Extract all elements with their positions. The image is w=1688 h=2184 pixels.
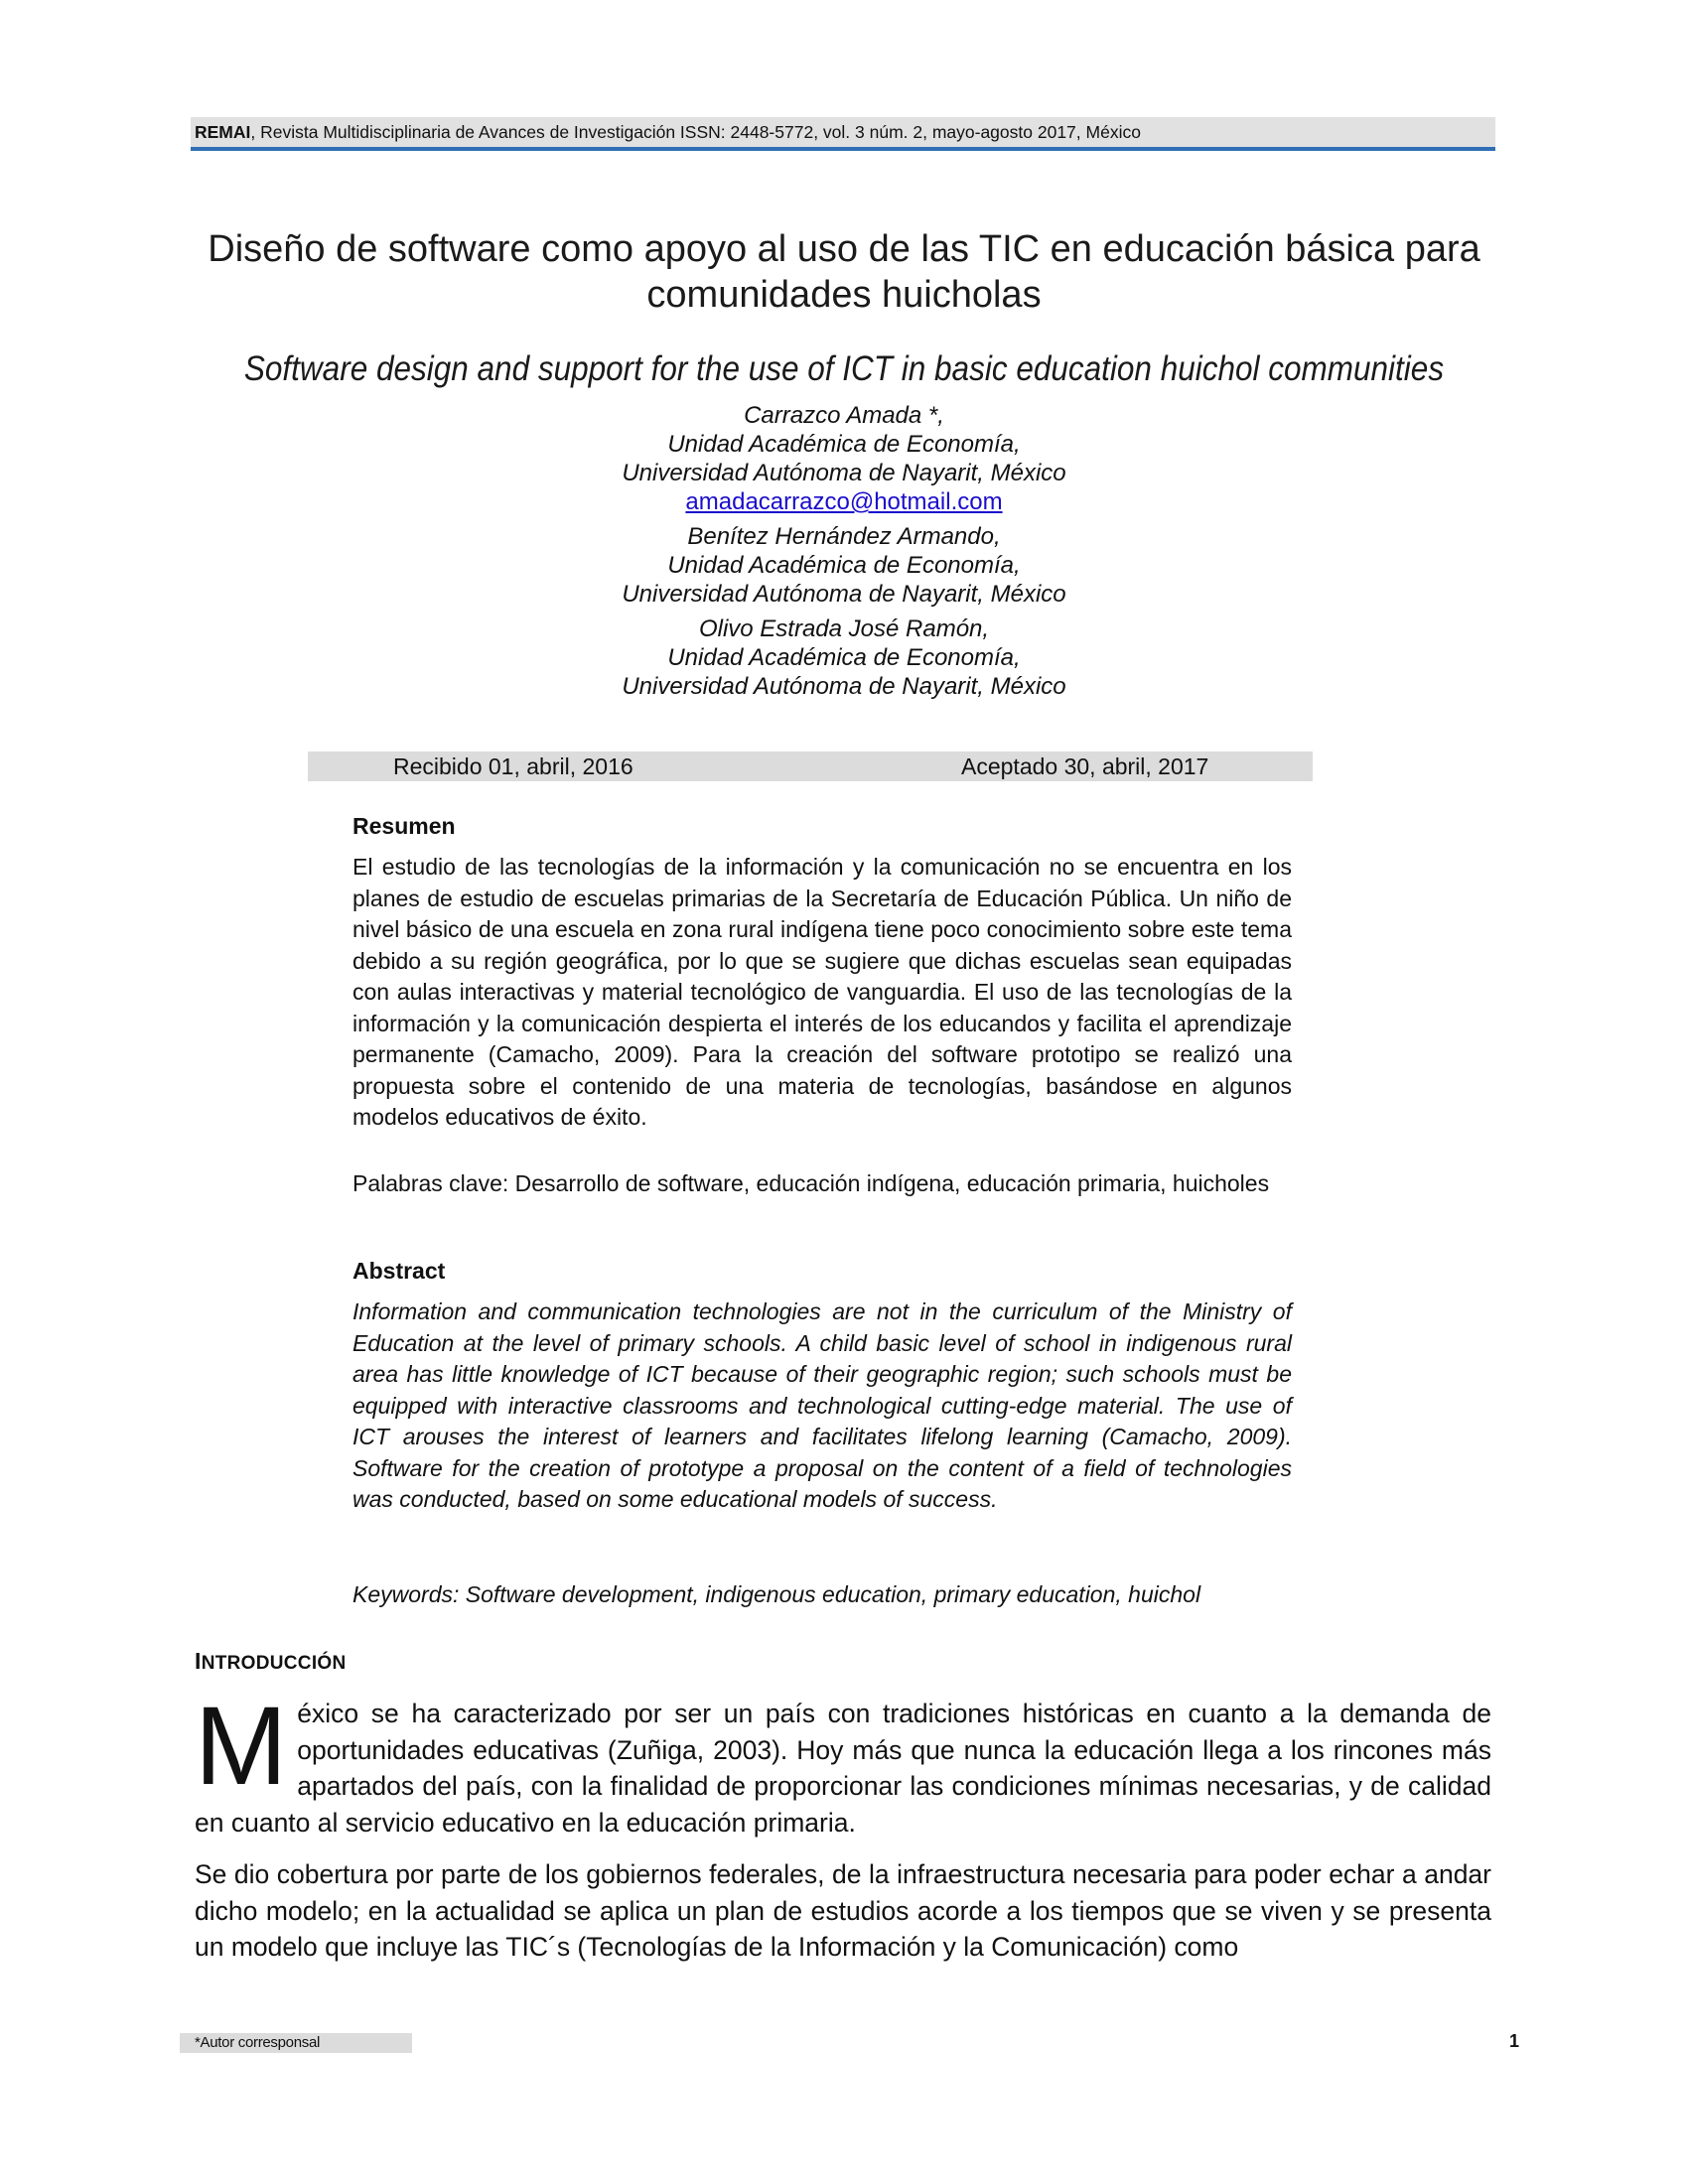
paragraph-text: éxico se ha caracterizado por ser un país con tradiciones históricas en cuanto a la demanda de oportunidades educativas (Zuñiga, 2003). Hoy más que nunca la educación llega a los rincones más apartados del país, con la finalidad de proporcionar las condiciones mínimas necesarias, y de calidad en cuanto al servicio educativo en la educación primaria.	[195, 1699, 1491, 1838]
abstract-text: Information and communication technologies are not in the curriculum of the Ministry of Education at the level of primary schools. A child basic level of school in indigenous rural area has little knowledge of ICT because of their geographic region; such schools must be equipped with interactive classrooms and technological cutting-edge material. The use of ICT arouses the interest of learners and facilitates lifelong learning (Camacho, 2009). Software for the creation of prototype a proposal on the content of a field of technologies was conducted, based on some educational models of success.	[352, 1298, 1292, 1512]
keywords-label: Palabras clave:	[352, 1170, 509, 1196]
received-date: Recibido 01, abril, 2016	[393, 753, 633, 779]
author-name: Olivo Estrada José Ramón,	[698, 615, 990, 642]
author-unit: Unidad Académica de Economía,	[667, 552, 1021, 579]
author-name: Carrazco Amada *,	[744, 402, 944, 429]
journal-abbreviation: REMAI	[195, 122, 251, 142]
abstract-heading: Abstract	[352, 1258, 446, 1284]
author-name: Benítez Hernández Armando,	[687, 523, 1001, 550]
footnote: *Autor corresponsal	[180, 2033, 412, 2053]
resumen-heading: Resumen	[352, 813, 456, 839]
title-spanish: Diseño de software como apoyo al uso de las TIC en educación básica para comunidades huicholas	[208, 228, 1480, 316]
journal-header-bar	[191, 117, 1495, 151]
intro-paragraph-2: Se dio cobertura por parte de los gobiernos federales, de la infraestructura necesaria para poder echar a andar dicho modelo; en la actualidad se aplica un plan de estudios acorde a los tiempos que se viven y se presenta un modelo que incluye las TIC´s (Tecnologías de la Información y la Comunicación) como	[195, 1859, 1491, 1962]
author-unit: Unidad Académica de Economía,	[667, 431, 1021, 458]
title-english: Software design and support for the use of ICT in basic education huichol communities	[243, 349, 1445, 388]
intro-paragraph-1	[195, 1684, 1491, 1841]
author-email-link[interactable]: amadacarrazco@hotmail.com	[685, 488, 1003, 515]
palabras-clave	[352, 1169, 1292, 1198]
accepted-date: Aceptado 30, abril, 2017	[961, 753, 1209, 779]
author-unit: Unidad Académica de Economía,	[667, 644, 1021, 671]
author-university: Universidad Autónoma de Nayarit, México	[622, 581, 1066, 608]
authors-block	[348, 401, 1340, 701]
heading-initial: I	[195, 1648, 202, 1674]
keywords-list: Desarrollo de software, educación indígena, educación primaria, huicholes	[514, 1170, 1270, 1196]
author-university: Universidad Autónoma de Nayarit, México	[622, 460, 1066, 486]
resumen-text: El estudio de las tecnologías de la información y la comunicación no se encuentra en los planes de estudio de escuelas primarias de la Secretaría de Educación Pública. Un niño de nivel básico de una escuela en zona rural indígena tiene poco conocimiento sobre este tema debido a su región geográfica, por lo que se sugiere que dichas escuelas sean equipadas con aulas interactivas y material tecnológico de vanguardia. El uso de las tecnologías de la información y la comunicación despierta el interés de los educandos y facilita el aprendizaje permanente (Camacho, 2009). Para la creación del software prototipo se realizó una propuesta sobre el contenido de una materia de tecnologías, basándose en algunos modelos educativos de éxito.	[352, 854, 1292, 1130]
introduction-heading	[195, 1648, 347, 1675]
author-university: Universidad Autónoma de Nayarit, México	[622, 673, 1066, 700]
page-number: 1	[1509, 2031, 1520, 2051]
dates-bar	[308, 751, 1313, 781]
journal-details: , Revista Multidisciplinaria de Avances de Investigación ISSN: 2448-5772, vol. 3 núm. 2, mayo-agosto 2017, México	[250, 122, 1141, 142]
heading-rest: NTRODUCCIÓN	[201, 1653, 347, 1674]
english-keywords: Keywords: Software development, indigenous education, primary education, huichol	[352, 1581, 1201, 1607]
drop-cap: M	[195, 1684, 288, 1808]
